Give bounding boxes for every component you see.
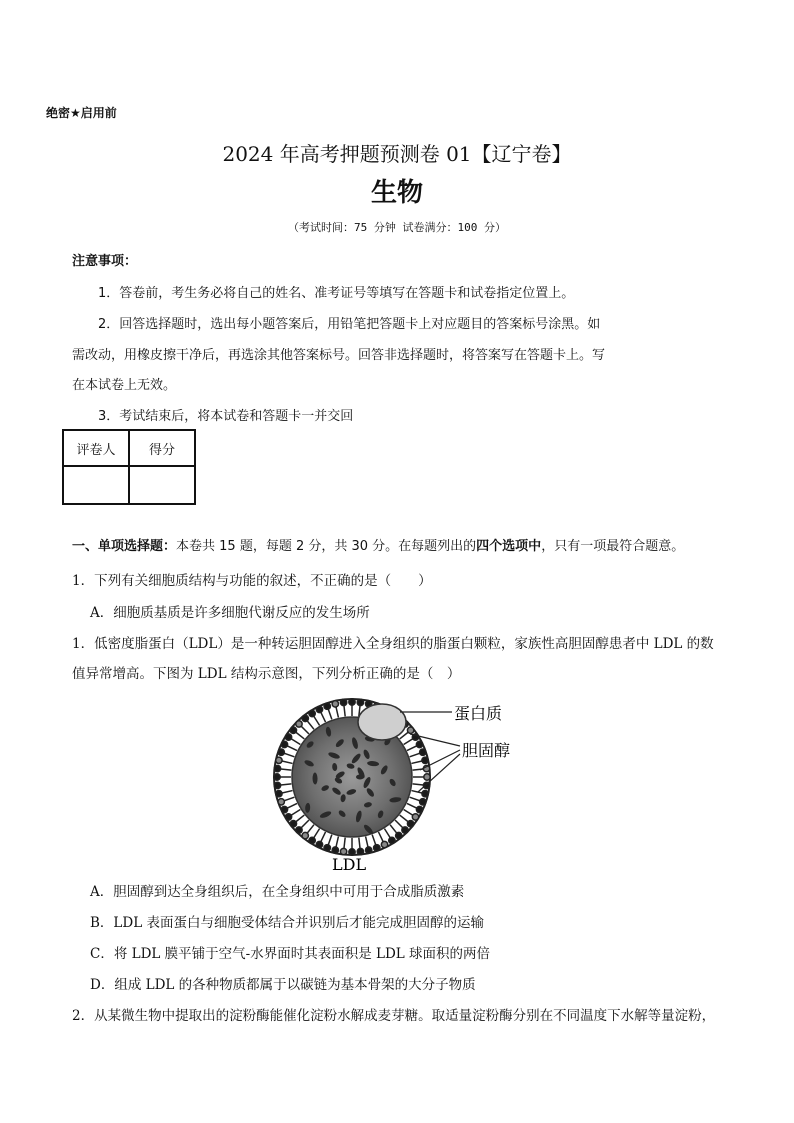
phospholipid-head	[389, 837, 395, 843]
label-cholesterol: 胆固醇	[462, 741, 511, 760]
notice-item-2: 2．回答选择题时，选出每小题答案后，用铅笔把答题卡上对应题目的答案标号涂黑。如	[98, 317, 601, 332]
subject-title: 生物	[370, 178, 423, 208]
figure-caption: LDL	[332, 855, 367, 872]
score-table-score-header: 得分	[129, 430, 195, 466]
question-1b-option-d: D．组成 LDL 的各种物质都属于以碳链为基本骨架的大分子物质	[90, 977, 476, 993]
phospholipid-head	[324, 845, 330, 851]
phospholipid-head	[276, 790, 282, 796]
phospholipid-head	[278, 799, 284, 805]
notice-heading: 注意事项：	[72, 254, 138, 269]
phospholipid-head	[302, 715, 308, 721]
phospholipid-head	[420, 749, 426, 755]
section-heading-rest2: ，只有一项最符合题意。	[541, 539, 685, 554]
phospholipid-head	[285, 734, 291, 740]
phospholipid-head	[374, 845, 380, 851]
phospholipid-head	[340, 848, 346, 854]
phospholipid-head	[274, 782, 280, 788]
phospholipid-head	[424, 774, 430, 780]
phospholipid-head	[396, 832, 402, 838]
question-1b-stem-line1: 1．低密度脂蛋白（LDL）是一种转运胆固醇进入全身组织的脂蛋白颗粒，家族性高胆固醇患者中 LDL 的数	[72, 636, 714, 652]
notice-item-2-end: 在本试卷上无效。	[72, 378, 177, 393]
phospholipid-head	[402, 827, 408, 833]
phospholipid-head	[422, 757, 428, 763]
phospholipid-head	[416, 806, 422, 812]
phospholipid-head	[407, 821, 413, 827]
phospholipid-head	[309, 837, 315, 843]
phospholipid-head	[296, 721, 302, 727]
score-table-score-cell	[129, 466, 195, 504]
phospholipid-head	[290, 727, 296, 733]
phospholipid-head	[316, 841, 322, 847]
label-protein: 蛋白质	[454, 704, 503, 723]
protein-blob	[358, 704, 406, 740]
phospholipid-head	[296, 827, 302, 833]
phospholipid-head	[276, 757, 282, 763]
phospholipid-head	[340, 699, 346, 705]
section-heading-rest1: 本卷共 15 题，每题 2 分，共 30 分。在每题列出的	[176, 539, 477, 554]
phospholipid-head	[381, 841, 387, 847]
question-1b-option-b: B．LDL 表面蛋白与细胞受体结合并识别后才能完成胆固醇的运输	[90, 915, 484, 931]
section-heading-bold: 四个选项中	[476, 539, 542, 554]
score-table-grader-header: 评卷人	[63, 430, 129, 466]
phospholipid-head	[407, 727, 413, 733]
question-1b-stem-line2: 值异常增高。下图为 LDL 结构示意图，下列分析正确的是（ ）	[72, 666, 461, 682]
phospholipid-head	[365, 847, 371, 853]
exam-title: 2024 年高考押题预测卷 01【辽宁卷】	[222, 142, 572, 166]
phospholipid-head	[324, 703, 330, 709]
phospholipid-head	[281, 741, 287, 747]
phospholipid-head	[349, 699, 355, 705]
phospholipid-head	[332, 847, 338, 853]
phospholipid-head	[302, 832, 308, 838]
phospholipid-head	[274, 765, 280, 771]
question-1a-stem: 1．下列有关细胞质结构与功能的叙述，不正确的是（ ）	[72, 573, 432, 589]
phospholipid-head	[422, 790, 428, 796]
question-1a-option-a: A．细胞质基质是许多细胞代谢反应的发生场所	[90, 605, 370, 621]
exam-info: （考试时间：75 分钟 试卷满分：100 分）	[288, 221, 506, 234]
phospholipid-head	[420, 799, 426, 805]
phospholipid-head	[332, 701, 338, 707]
question-2-stem: 2．从某微生物中提取出的淀粉酶能催化淀粉水解成麦芽糖。取适量淀粉酶分别在不同温度下水解等量淀粉，	[72, 1008, 716, 1024]
confidential-mark: 绝密★启用前	[46, 106, 117, 120]
ldl-diagram	[270, 692, 540, 872]
phospholipid-head	[357, 699, 363, 705]
score-table-grader-cell	[63, 466, 129, 504]
phospholipid-head	[412, 814, 418, 820]
phospholipid-head	[285, 814, 291, 820]
phospholipid-head	[278, 749, 284, 755]
phospholipid-head	[281, 806, 287, 812]
section-heading	[72, 535, 684, 554]
question-1b-option-c: C．将 LDL 膜平铺于空气-水界面时其表面积是 LDL 球面积的两倍	[90, 946, 491, 962]
notice-item-1: 1．答卷前，考生务必将自己的姓名、准考证号等填写在答题卡和试卷指定位置上。	[98, 286, 575, 301]
question-1b-option-a: A．胆固醇到达全身组织后，在全身组织中可用于合成脂质激素	[90, 884, 465, 900]
ldl-particle	[274, 699, 430, 855]
notice-item-3: 3．考试结束后，将本试卷和答题卡一并交回	[98, 409, 354, 424]
phospholipid-head	[316, 706, 322, 712]
score-table	[62, 429, 196, 505]
phospholipid-head	[416, 741, 422, 747]
phospholipid-head	[290, 821, 296, 827]
notice-item-2-cont: 需改动，用橡皮擦干净后，再选涂其他答案标号。回答非选择题时，将答案写在答题卡上。写	[72, 348, 606, 363]
section-heading-prefix: 一、单项选择题：	[72, 539, 177, 554]
phospholipid-head	[357, 848, 363, 854]
phospholipid-head	[423, 782, 429, 788]
phospholipid-head	[309, 710, 315, 716]
phospholipid-head	[274, 774, 280, 780]
